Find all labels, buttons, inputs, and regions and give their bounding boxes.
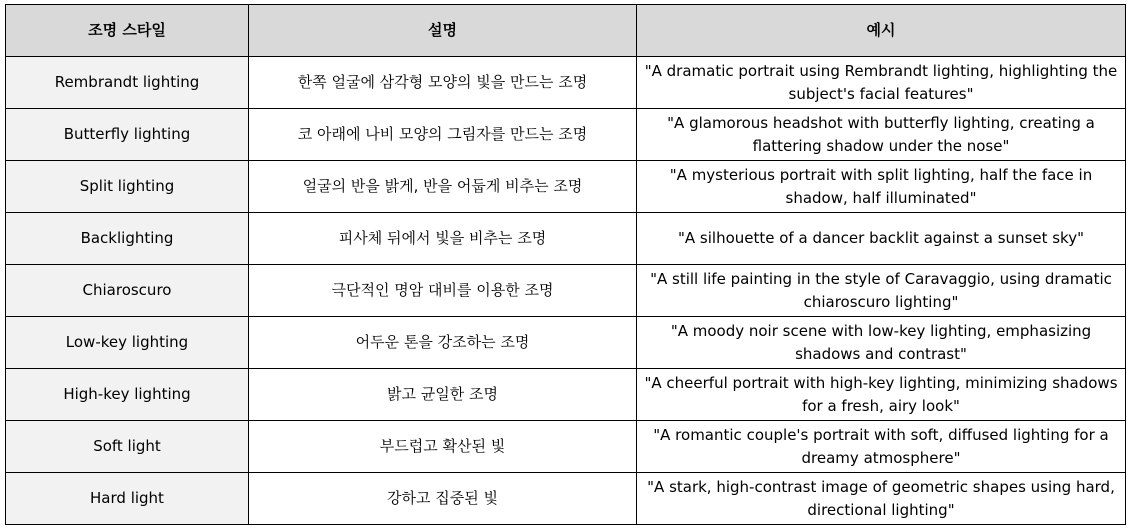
style-cell: Split lighting	[6, 161, 249, 213]
example-cell: "A stark, high-contrast image of geometric shapes using hard, directional lighting"	[637, 473, 1126, 525]
style-cell: Low-key lighting	[6, 317, 249, 369]
description-cell: 강하고 집중된 빛	[249, 473, 637, 525]
lighting-styles-table	[5, 4, 1126, 525]
table-row	[6, 213, 1126, 265]
example-cell: "A moody noir scene with low-key lighting, emphasizing shadows and contrast"	[637, 317, 1126, 369]
example-cell: "A silhouette of a dancer backlit against a sunset sky"	[637, 213, 1126, 265]
description-cell: 피사체 뒤에서 빛을 비추는 조명	[249, 213, 637, 265]
table-row	[6, 161, 1126, 213]
header-row	[6, 5, 1126, 57]
style-cell: Chiaroscuro	[6, 265, 249, 317]
table-row	[6, 57, 1126, 109]
example-cell: "A dramatic portrait using Rembrandt lighting, highlighting the subject's facial features"	[637, 57, 1126, 109]
header-lighting-style: 조명 스타일	[6, 5, 249, 57]
table-header	[6, 5, 1126, 57]
example-cell: "A mysterious portrait with split lighting, half the face in shadow, half illuminated"	[637, 161, 1126, 213]
description-cell: 어두운 톤을 강조하는 조명	[249, 317, 637, 369]
style-cell: Butterfly lighting	[6, 109, 249, 161]
example-cell: "A still life painting in the style of Caravaggio, using dramatic chiaroscuro lighting"	[637, 265, 1126, 317]
style-cell: Hard light	[6, 473, 249, 525]
table-row	[6, 317, 1126, 369]
table-row	[6, 473, 1126, 525]
table-row	[6, 369, 1126, 421]
description-cell: 부드럽고 확산된 빛	[249, 421, 637, 473]
description-cell: 밝고 균일한 조명	[249, 369, 637, 421]
style-cell: High-key lighting	[6, 369, 249, 421]
style-cell: Soft light	[6, 421, 249, 473]
description-cell: 한쪽 얼굴에 삼각형 모양의 빛을 만드는 조명	[249, 57, 637, 109]
description-cell: 극단적인 명암 대비를 이용한 조명	[249, 265, 637, 317]
description-cell: 코 아래에 나비 모양의 그림자를 만드는 조명	[249, 109, 637, 161]
header-example: 예시	[637, 5, 1126, 57]
table-row	[6, 109, 1126, 161]
style-cell: Rembrandt lighting	[6, 57, 249, 109]
description-cell: 얼굴의 반을 밝게, 반을 어둡게 비추는 조명	[249, 161, 637, 213]
table-row	[6, 265, 1126, 317]
table-body	[6, 57, 1126, 525]
example-cell: "A glamorous headshot with butterfly lighting, creating a flattering shadow under the nose"	[637, 109, 1126, 161]
style-cell: Backlighting	[6, 213, 249, 265]
example-cell: "A romantic couple's portrait with soft, diffused lighting for a dreamy atmosphere"	[637, 421, 1126, 473]
example-cell: "A cheerful portrait with high-key lighting, minimizing shadows for a fresh, airy look"	[637, 369, 1126, 421]
table-row	[6, 421, 1126, 473]
header-description: 설명	[249, 5, 637, 57]
